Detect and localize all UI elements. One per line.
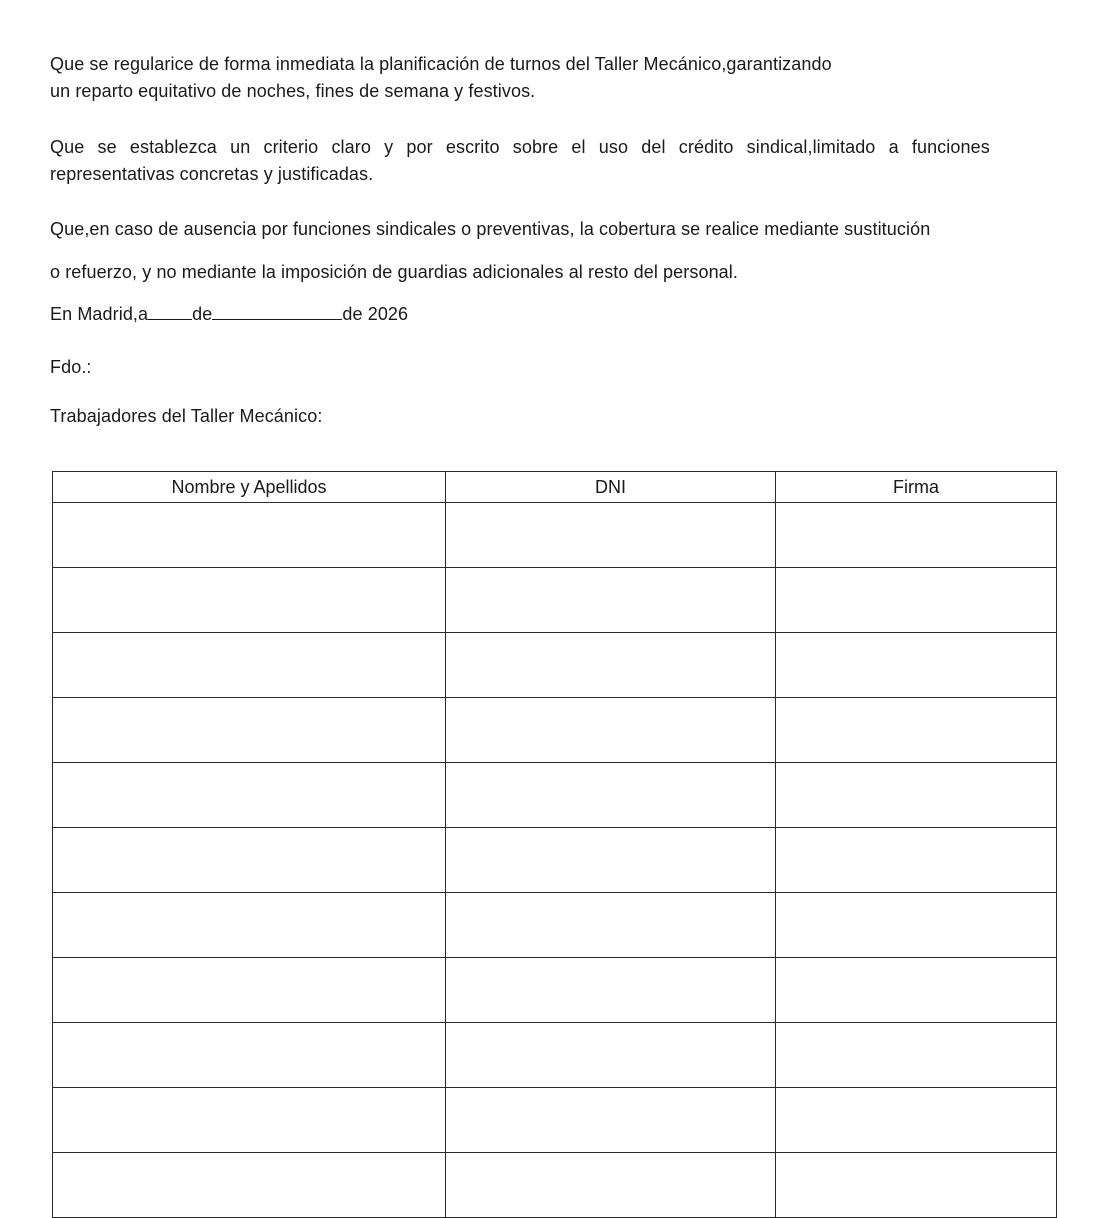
word: del [641,137,666,157]
word: a [888,137,899,157]
dni-cell[interactable] [446,828,776,893]
signature-cell[interactable] [776,1153,1057,1218]
table-row [53,828,1057,893]
date-prefix: En Madrid,a [50,304,149,324]
word: el [571,137,586,157]
header-dni: DNI [446,472,776,503]
dni-cell[interactable] [446,568,776,633]
paragraph-1-line-1: Que se regularice de forma inmediata la planificación de turnos del Taller Mecánico,garantizando [50,54,832,74]
signature-cell[interactable] [776,568,1057,633]
dni-cell[interactable] [446,1023,776,1088]
word: claro [331,137,371,157]
day-blank[interactable] [148,303,192,320]
dni-cell[interactable] [446,633,776,698]
word: Que [50,137,85,157]
word: uso [598,137,629,157]
name-cell[interactable] [53,763,446,828]
table-row [53,503,1057,568]
table-row [53,893,1057,958]
month-blank[interactable] [212,303,342,320]
header-name: Nombre y Apellidos [53,472,446,503]
signature-cell[interactable] [776,958,1057,1023]
word: un [230,137,251,157]
paragraph-3-line-1: Que,en caso de ausencia por funciones sindicales o preventivas, la cobertura se realice mediante sustitución [50,219,931,239]
table-header-row [53,472,1057,503]
word: criterio [263,137,319,157]
name-cell[interactable] [53,1023,446,1088]
signature-cell[interactable] [776,1023,1057,1088]
dni-cell[interactable] [446,1153,776,1218]
date-middle: de [192,304,213,324]
signature-cell[interactable] [776,698,1057,763]
signature-label: Fdo.: [50,357,92,377]
table-row [53,763,1057,828]
paragraph-3-line-2: o refuerzo, y no mediante la imposición de guardias adicionales al resto del personal. [50,262,738,282]
name-cell[interactable] [53,568,446,633]
dni-cell[interactable] [446,958,776,1023]
word: funciones [911,137,990,157]
dni-cell[interactable] [446,763,776,828]
word: establezca [129,137,217,157]
paragraph-2-line-1 [50,135,990,159]
name-cell[interactable] [53,503,446,568]
table-row [53,633,1057,698]
name-cell[interactable] [53,1153,446,1218]
table-row [53,1023,1057,1088]
paragraph-1-line-2: un reparto equitativo de noches, fines de semana y festivos. [50,81,536,101]
workers-label: Trabajadores del Taller Mecánico: [50,406,323,426]
date-line [50,302,408,326]
name-cell[interactable] [53,1088,446,1153]
name-cell[interactable] [53,893,446,958]
table-row [53,1088,1057,1153]
header-signature: Firma [776,472,1057,503]
table-row [53,698,1057,763]
table-row [53,568,1057,633]
table-body [53,503,1057,1218]
dni-cell[interactable] [446,698,776,763]
name-cell[interactable] [53,828,446,893]
word: se [97,137,117,157]
date-suffix: de 2026 [342,304,409,324]
name-cell[interactable] [53,958,446,1023]
dni-cell[interactable] [446,503,776,568]
word: por [406,137,433,157]
signature-cell[interactable] [776,1088,1057,1153]
signature-cell[interactable] [776,893,1057,958]
table-row [53,958,1057,1023]
name-cell[interactable] [53,633,446,698]
table-row [53,1153,1057,1218]
paragraph-2-line-2: representativas concretas y justificadas. [50,164,374,184]
signature-cell[interactable] [776,763,1057,828]
dni-cell[interactable] [446,893,776,958]
word: y [384,137,394,157]
signature-table [52,471,1057,1218]
word: sobre [512,137,559,157]
word: escrito [445,137,500,157]
dni-cell[interactable] [446,1088,776,1153]
signature-cell[interactable] [776,828,1057,893]
word: crédito [678,137,734,157]
signature-cell[interactable] [776,633,1057,698]
signature-cell[interactable] [776,503,1057,568]
word: sindical,limitado [746,137,876,157]
name-cell[interactable] [53,698,446,763]
